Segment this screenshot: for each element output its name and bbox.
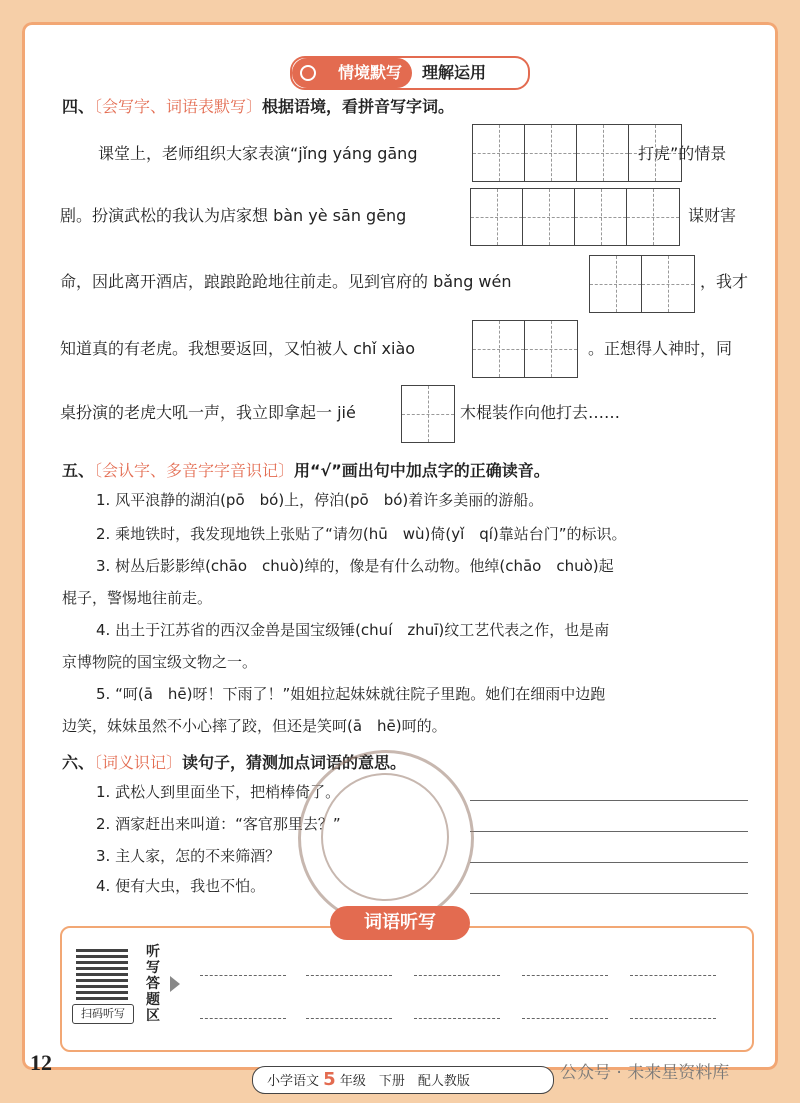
dictation-line[interactable]	[522, 1018, 608, 1019]
section4-heading	[62, 94, 454, 117]
char-box[interactable]	[577, 125, 629, 181]
answer-line[interactable]	[470, 862, 748, 863]
grade-number: 5	[323, 1069, 336, 1090]
dictation-line[interactable]	[522, 975, 608, 976]
s5-line: 京博物院的国宝级文物之一。	[62, 653, 258, 671]
title-main-text: 情境默写	[337, 63, 402, 82]
dictation-title: 词语听写	[330, 906, 470, 940]
s4-line1-a: 课堂上，老师组织大家表演“jǐng yáng gāng	[98, 144, 418, 163]
answer-line[interactable]	[470, 800, 748, 801]
qr-label: 扫码听写	[72, 1004, 134, 1024]
qr-code-icon[interactable]	[76, 948, 128, 1000]
s6-line: 4. 便有大虫，我也不怕。	[96, 877, 266, 895]
s6-line: 1. 武松人到里面坐下，把梢棒倚了。	[96, 783, 341, 801]
s4-line5-a: 桌扮演的老虎大吼一声，我立即拿起一 jié	[60, 403, 356, 422]
section5-heading	[62, 458, 550, 481]
s6-line: 3. 主人家，怎的不来筛酒？	[96, 847, 281, 865]
char-box[interactable]	[523, 189, 575, 245]
section6-tag: 〔词义识记〕	[94, 753, 183, 772]
s5-line: 4. 出土于江苏省的西汉金兽是国宝级锤(chuí zhuī)纹工艺代表之作，也是南	[96, 621, 610, 639]
s4-line5-b: 木棍装作向他打去……	[460, 403, 621, 422]
section5-tag: 〔会认字、多音字字音识记〕	[94, 461, 295, 480]
char-box[interactable]	[402, 386, 454, 442]
char-box[interactable]	[471, 189, 523, 245]
title-sub: 理解运用	[422, 63, 487, 82]
dictation-line[interactable]	[414, 975, 500, 976]
book-subject: 小学语文	[267, 1074, 320, 1089]
s5-line: 5. “呵(ā hē)呀！下雨了！”姐姐拉起妹妹就往院子里跑。她们在细雨中边跑	[96, 685, 606, 703]
answer-grid-5[interactable]	[401, 385, 455, 443]
s5-line: 1. 风平浪静的湖泊(pō bó)上，停泊(pō bó)着许多美丽的游船。	[96, 491, 544, 509]
book-edition: 年级 下册 配人教版	[339, 1074, 470, 1089]
s5-line: 边笑，妹妹虽然不小心摔了跤，但还是笑呵(ā hē)呵的。	[62, 717, 447, 735]
s4-line4-a: 知道真的有老虎。我想要返回，又怕被人 chǐ xiào	[60, 339, 416, 358]
arrow-right-icon	[170, 976, 180, 992]
section5-instruction: 用“√”画出句中加点字的正确读音。	[294, 461, 550, 480]
char-box[interactable]	[575, 189, 627, 245]
section4-label: 四、	[62, 97, 95, 116]
dictation-box	[60, 926, 754, 1052]
dictation-line[interactable]	[630, 1018, 716, 1019]
dictation-side-label: 听写答题区	[146, 944, 160, 1024]
char-box[interactable]	[473, 321, 525, 377]
dictation-line[interactable]	[200, 975, 286, 976]
title-main	[292, 58, 412, 88]
section4-instruction: 根据语境，看拼音写字词。	[262, 97, 455, 116]
section5-label: 五、	[62, 461, 95, 480]
answer-line[interactable]	[470, 831, 748, 832]
s5-line: 棍子，警惕地往前走。	[62, 589, 213, 607]
char-box[interactable]	[525, 125, 577, 181]
s4-line3-b: ，我才	[700, 272, 749, 291]
page-number: 12	[30, 1050, 52, 1075]
dictation-line[interactable]	[306, 975, 392, 976]
section6-instruction: 读句子，猜测加点词语的意思。	[182, 753, 407, 772]
answer-grid-3[interactable]	[589, 255, 695, 313]
book-info	[252, 1066, 554, 1094]
s4-line2-a: 剧。扮演武松的我认为店家想 bàn yè sān gēng	[60, 206, 407, 225]
char-box[interactable]	[525, 321, 577, 377]
watermark: 公众号 · 未来星资料库	[560, 1063, 730, 1083]
s4-line2-b: 谋财害	[688, 206, 737, 225]
dictation-line[interactable]	[414, 1018, 500, 1019]
section-title-banner	[290, 56, 530, 90]
s4-line3-a: 命，因此离开酒店，踉踉跄跄地往前走。见到官府的 bǎng wén	[60, 272, 512, 291]
section6-label: 六、	[62, 753, 95, 772]
s4-line1-b: 打虎”的情景	[638, 144, 727, 163]
char-box[interactable]	[590, 256, 642, 312]
dictation-line[interactable]	[200, 1018, 286, 1019]
medal-icon	[300, 65, 316, 81]
answer-grid-4[interactable]	[472, 320, 578, 378]
char-box[interactable]	[642, 256, 694, 312]
s6-line: 2. 酒家赶出来叫道：“客官那里去？”	[96, 815, 341, 833]
s5-line: 2. 乘地铁时，我发现地铁上张贴了“请勿(hū wù)倚(yǐ qí)靠站台门”的标识。	[96, 525, 627, 543]
answer-line[interactable]	[470, 893, 748, 894]
s5-line: 3. 树丛后影影绰(chāo chuò)绰的，像是有什么动物。他绰(chāo chuò)起	[96, 557, 614, 575]
section4-tag: 〔会写字、词语表默写〕	[94, 97, 263, 116]
s4-line4-b: 。正想得人神时，同	[588, 339, 733, 358]
stamp-seal	[298, 750, 474, 926]
dictation-line[interactable]	[306, 1018, 392, 1019]
answer-grid-2[interactable]	[470, 188, 680, 246]
char-box[interactable]	[627, 189, 679, 245]
dictation-line[interactable]	[630, 975, 716, 976]
char-box[interactable]	[473, 125, 525, 181]
